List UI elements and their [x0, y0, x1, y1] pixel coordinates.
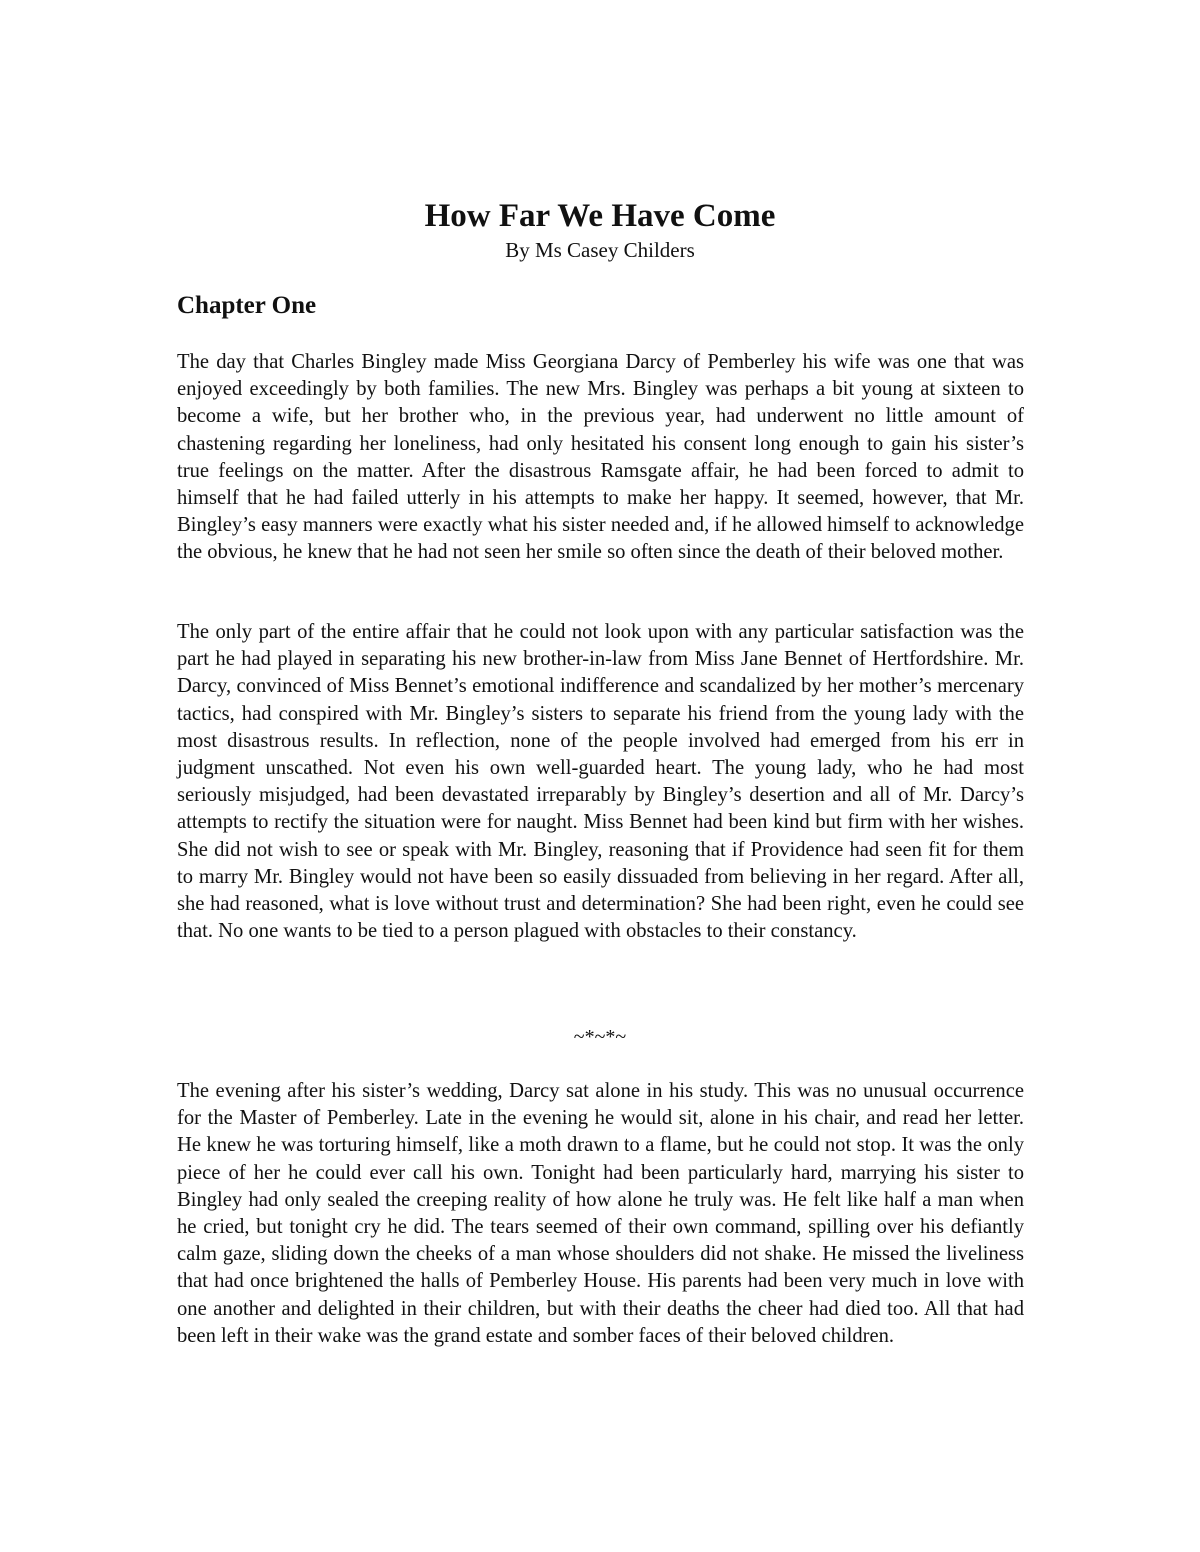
paragraph-2: The only part of the entire affair that he could not look upon with any particular satisfaction was the part he had played in separating his new brother-in-law from Miss Jane Bennet of Hertfordshire. Mr. Darcy, convinced of Miss Bennet’s emotional indifference and scandalized by her mother’s mercenary tactics, had conspired with Mr. Bingley’s sisters to separate his friend from the young lady with the most disastrous results. In reflection, none of the people involved had emerged from his err in judgment unscathed. Not even his own well-guarded heart. The young lady, who he had most seriously misjudged, had been devastated irreparably by Bingley’s desertion and all of Mr. Darcy’s attempts to rectify the situation were for naught. Miss Bennet had been kind but firm with her wishes. She did not wish to see or speak with Mr. Bingley, reasoning that if Providence had seen fit for them to marry Mr. Bingley would not have been so easily dissuaded from believing in her regard. After all, she had reasoned, what is love without trust and determination? She had been right, even he could see that. No one wants to be tied to a person plagued with obstacles to their constancy. — [177, 621, 1024, 943]
document-title: How Far We Have Come — [424, 198, 776, 234]
author-byline: By Ms Casey Childers — [505, 238, 695, 262]
chapter-heading: Chapter One — [177, 292, 317, 319]
paragraph-3: The evening after his sister’s wedding, Darcy sat alone in his study. This was no unusual occurrence for the Master of Pemberley. Late in the evening he would sit, alone in his chair, and read her letter. He knew he was torturing himself, like a moth drawn to a flame, but he could not stop. It was the only piece of her he could ever call his own. Tonight had been particularly hard, marrying his sister to Bingley had only sealed the creeping reality of how alone he truly was. He felt like half a man when he cried, but tonight cry he did. The tears seemed of their own command, spilling over his defiantly calm gaze, sliding down the cheeks of a man whose shoulders did not shake. He missed the liveliness that had once brightened the halls of Pemberley House. His parents had been very much in love with one another and delighted in their children, but with their deaths the cheer had died too. All that had been left in their wake was the grand estate and somber faces of their beloved children. — [177, 1080, 1024, 1347]
paragraph-1: The day that Charles Bingley made Miss Georgiana Darcy of Pemberley his wife was one that was enjoyed exceedingly by both families. The new Mrs. Bingley was perhaps a bit young at sixteen to become a wife, but her brother who, in the previous year, had underwent no little amount of chastening regarding her loneliness, had only hesitated his consent long enough to gain his sister’s true feelings on the matter. After the disastrous Ramsgate affair, he had been forced to admit to himself that he had failed utterly in his attempts to make her happy. It seemed, however, that Mr. Bingley’s easy manners were exactly what his sister needed and, if he allowed himself to acknowledge the obvious, he knew that he had not seen her smile so often since the death of their beloved mother. — [177, 351, 1024, 564]
section-separator: ~*~*~ — [573, 1026, 627, 1048]
